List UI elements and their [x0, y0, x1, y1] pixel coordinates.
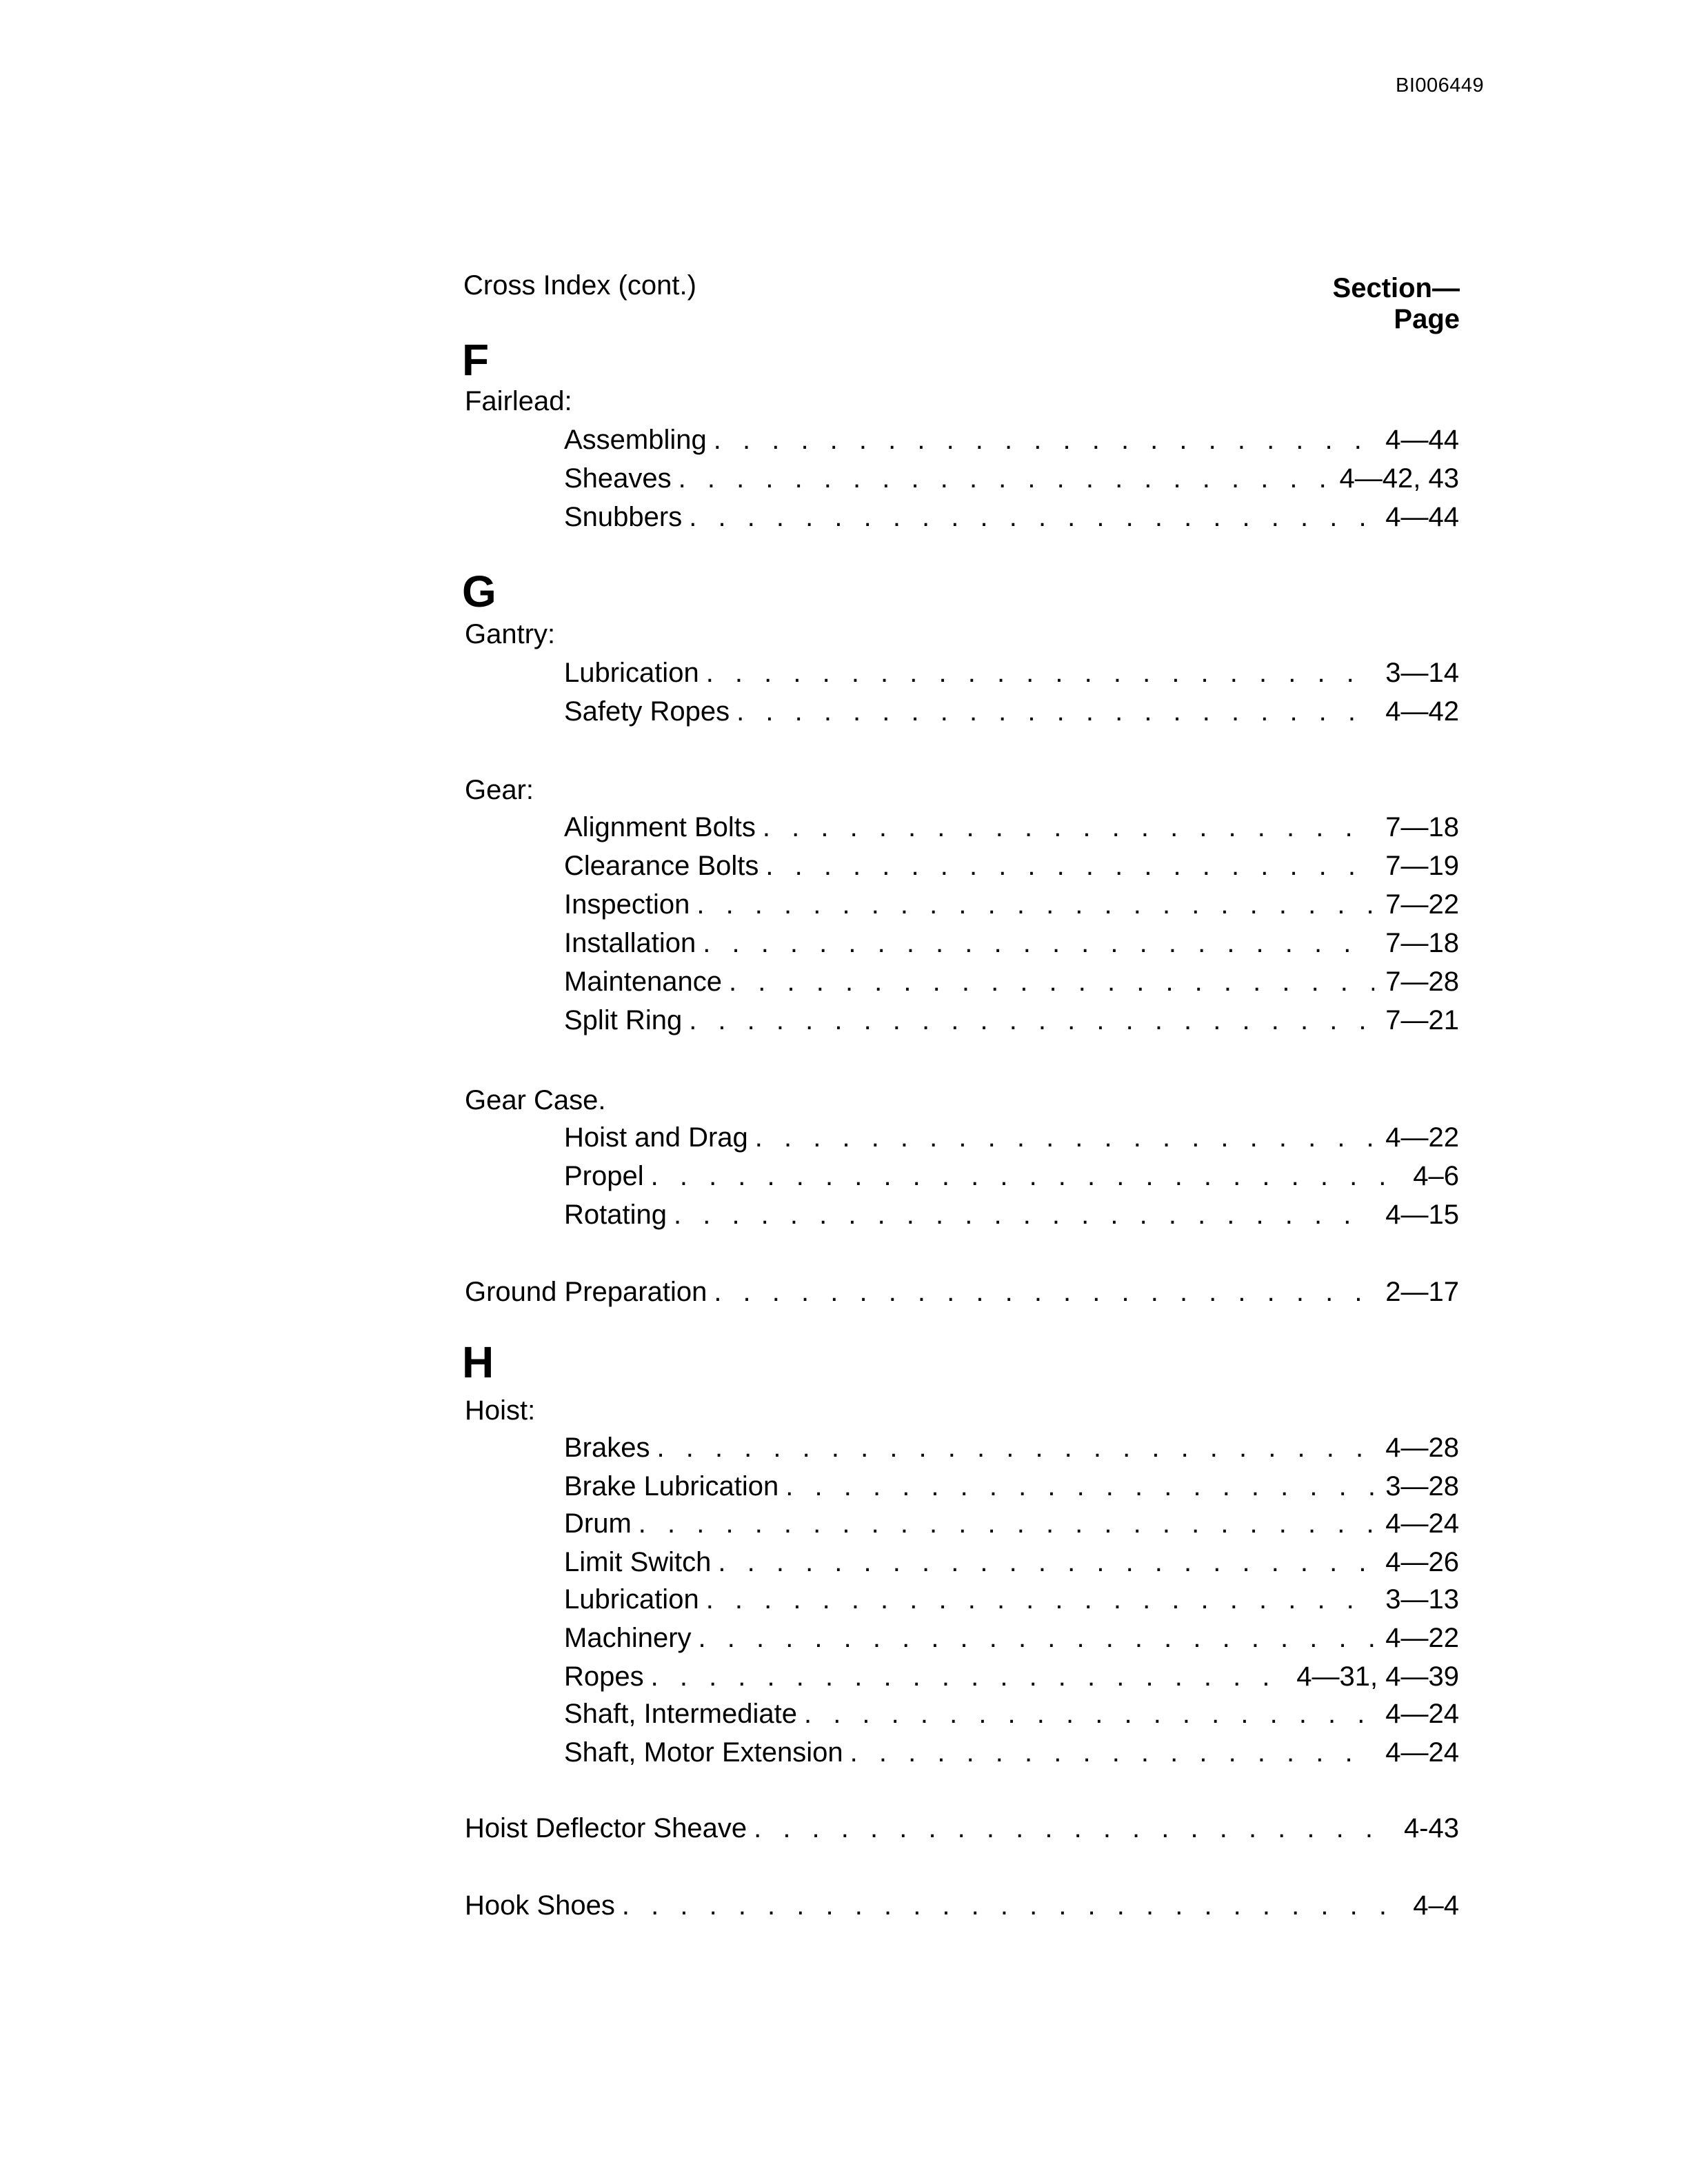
entry-page: 3—28	[1385, 1471, 1459, 1502]
index-entry	[564, 1004, 1459, 1037]
dot-leader	[754, 1812, 1393, 1845]
entry-page: 4—42, 43	[1339, 463, 1459, 494]
entry-label: Maintenance	[564, 967, 723, 997]
index-entry	[564, 1160, 1459, 1193]
index-entry	[564, 1198, 1459, 1231]
index-entry	[564, 1621, 1459, 1655]
entry-page: 7—18	[1385, 928, 1459, 958]
entry-page: 4—24	[1385, 1508, 1459, 1539]
dot-leader	[696, 888, 1374, 921]
index-entry-ground-preparation	[465, 1275, 1459, 1308]
entry-label: Split Ring	[564, 1005, 683, 1035]
dot-leader	[714, 1275, 1374, 1308]
entry-page: 2—17	[1385, 1277, 1459, 1307]
entry-page: 4—28	[1385, 1433, 1459, 1463]
dot-leader	[706, 656, 1375, 689]
dot-leader	[622, 1889, 1402, 1922]
index-entry	[564, 695, 1459, 728]
entry-label: Lubrication	[564, 1584, 699, 1615]
dot-leader	[706, 1583, 1375, 1616]
entry-label: Hook Shoes	[465, 1890, 615, 1921]
entry-label: Shaft, Motor Extension	[564, 1737, 843, 1768]
entry-label: Ropes	[564, 1661, 644, 1692]
index-entry-hoist-deflector-sheave	[465, 1812, 1459, 1845]
entry-page: 4—44	[1385, 425, 1459, 455]
dot-leader	[736, 695, 1374, 728]
entry-label: Shaft, Intermediate	[564, 1699, 797, 1729]
entry-page: 4-43	[1403, 1813, 1459, 1843]
category-hoist: Hoist:	[465, 1395, 536, 1426]
entry-label: Sheaves	[564, 463, 672, 494]
category-gantry: Gantry:	[465, 619, 556, 649]
section-letter-f: F	[462, 335, 490, 385]
entry-label: Alignment Bolts	[564, 812, 756, 842]
entry-page: 4—24	[1385, 1699, 1459, 1729]
entry-page: 4—22	[1385, 1122, 1459, 1153]
entry-page: 4–4	[1413, 1890, 1459, 1921]
index-entry	[564, 927, 1459, 960]
entry-label: Ground Preparation	[465, 1277, 707, 1307]
entry-label: Drum	[564, 1508, 632, 1539]
entry-label: Lubrication	[564, 658, 699, 688]
index-entry	[564, 656, 1459, 689]
entry-label: Hoist and Drag	[564, 1122, 748, 1153]
category-gear-case: Gear Case.	[465, 1085, 606, 1115]
entry-label: Rotating	[564, 1200, 667, 1230]
dot-leader	[765, 849, 1374, 882]
entry-label: Installation	[564, 928, 696, 958]
entry-label: Inspection	[564, 889, 690, 920]
entry-page: 4—42	[1385, 696, 1459, 727]
entry-page: 4—44	[1385, 502, 1459, 532]
dot-leader	[729, 965, 1374, 998]
entry-page: 7—18	[1385, 812, 1459, 842]
index-entry	[564, 965, 1459, 998]
entry-page: 3—13	[1385, 1584, 1459, 1615]
dot-leader	[804, 1697, 1374, 1730]
entry-page: 7—21	[1385, 1005, 1459, 1035]
entry-page: 4—15	[1385, 1200, 1459, 1230]
entry-label: Brake Lubrication	[564, 1471, 779, 1502]
dot-leader	[699, 1621, 1375, 1655]
entry-page: 7—19	[1385, 851, 1459, 881]
entry-label: Safety Ropes	[564, 696, 730, 727]
dot-leader	[785, 1470, 1374, 1503]
column-header-section-page: Section—Page	[1332, 273, 1460, 334]
index-entry	[564, 1431, 1459, 1464]
entry-label: Assembling	[564, 425, 707, 455]
dot-leader	[718, 1546, 1374, 1579]
entry-page: 7—22	[1385, 889, 1459, 920]
entry-page: 4—26	[1385, 1547, 1459, 1577]
entry-page: 3—14	[1385, 658, 1459, 688]
dot-leader	[703, 927, 1374, 960]
section-letter-g: G	[462, 567, 496, 616]
index-entry	[564, 1736, 1459, 1769]
dot-leader	[679, 462, 1329, 495]
section-letter-h: H	[462, 1337, 494, 1387]
dot-leader	[639, 1507, 1374, 1540]
entry-label: Machinery	[564, 1623, 692, 1653]
dot-leader	[651, 1660, 1286, 1693]
index-entry	[564, 1121, 1459, 1154]
entry-page: 4—22	[1385, 1623, 1459, 1653]
entry-label: Snubbers	[564, 502, 683, 532]
index-entry	[564, 1546, 1459, 1579]
entry-label: Brakes	[564, 1433, 650, 1463]
dot-leader	[689, 1004, 1374, 1037]
index-title: Cross Index (cont.)	[463, 270, 696, 301]
index-entry	[564, 811, 1459, 844]
dot-leader	[674, 1198, 1374, 1231]
entry-label: Hoist Deflector Sheave	[465, 1813, 747, 1843]
index-entry	[564, 1583, 1459, 1616]
index-entry	[564, 1697, 1459, 1730]
category-gear: Gear:	[465, 775, 534, 805]
index-entry	[564, 1660, 1459, 1693]
dot-leader	[651, 1160, 1403, 1193]
dot-leader	[763, 811, 1374, 844]
index-entry	[564, 1470, 1459, 1503]
entry-label: Limit Switch	[564, 1547, 712, 1577]
dot-leader	[689, 501, 1374, 534]
dot-leader	[850, 1736, 1375, 1769]
dot-leader	[657, 1431, 1375, 1464]
index-entry	[564, 501, 1459, 534]
index-entry	[564, 423, 1459, 456]
index-entry	[564, 1507, 1459, 1540]
entry-page: 4–6	[1413, 1161, 1459, 1191]
entry-page: 4—24	[1385, 1737, 1459, 1768]
index-entry	[564, 888, 1459, 921]
document-id: BI006449	[1396, 74, 1485, 97]
entry-label: Propel	[564, 1161, 644, 1191]
entry-label: Clearance Bolts	[564, 851, 759, 881]
entry-page: 4—31, 4—39	[1296, 1661, 1459, 1692]
category-fairlead: Fairlead:	[465, 386, 572, 416]
index-entry	[564, 462, 1459, 495]
dot-leader	[755, 1121, 1374, 1154]
index-entry	[564, 849, 1459, 882]
dot-leader	[714, 423, 1374, 456]
index-entry-hook-shoes	[465, 1889, 1459, 1922]
entry-page: 7—28	[1385, 967, 1459, 997]
